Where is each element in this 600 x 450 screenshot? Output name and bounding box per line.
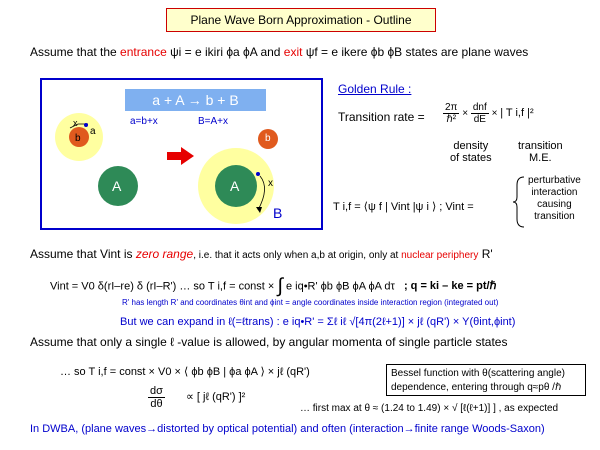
- exit-word: exit: [283, 45, 303, 59]
- nucleon-dot-right: [256, 172, 260, 176]
- perturbative-label: perturbative interaction causing transition: [528, 175, 581, 222]
- times-1: ×: [462, 108, 469, 120]
- zero-range-p3: R': [478, 247, 493, 261]
- so-t-line: … so T i,f = const × V0 × ⟨ ϕb ϕB | ϕa ϕA ⟩ × jℓ (qR'): [60, 366, 310, 378]
- dsigma-prop: ∝ [ jℓ (qR') ]²: [185, 391, 246, 404]
- nuclear-periphery-word: nuclear periphery: [401, 250, 479, 261]
- line1-part1: Assume that the: [30, 45, 121, 59]
- dn-num: dnf: [472, 102, 487, 113]
- dn-den: dE: [473, 114, 486, 125]
- label-b-left: b: [75, 133, 81, 144]
- line1-part3: ψf = e ikere ϕb ϕB states are plane waves: [302, 45, 529, 59]
- transition-me-label: transition M.E.: [518, 140, 563, 164]
- coef-den: ℏ²: [446, 114, 457, 125]
- transition-rate-formula: [443, 102, 534, 125]
- reaction-equation: a + A → b + B: [125, 89, 266, 111]
- brace-icon: [512, 175, 526, 229]
- reaction-arrow-head: [181, 147, 194, 165]
- zero-range-p2: , i.e. that it acts only when a,b at origin, only at: [193, 250, 402, 261]
- entrance-exit-line: [30, 45, 528, 59]
- dsigma-line: [148, 385, 245, 410]
- tif-definition: T i,f = ⟨ψ f | Vint |ψ i ⟩ ; Vint =: [333, 201, 474, 213]
- coef-num: 2π: [445, 102, 458, 113]
- zero-range-word: zero range: [135, 247, 194, 261]
- matrix-element: | T i,f |²: [500, 107, 534, 120]
- label-A-right: A: [230, 178, 240, 194]
- zero-range-p1: Assume that Vint is: [30, 247, 136, 261]
- transition-rate-label: Transition rate =: [338, 110, 425, 124]
- entrance-word: entrance: [120, 45, 167, 59]
- vint-equation: [50, 275, 497, 298]
- first-max-line: … first max at θ ≈ (1.24 to 1.49) × √ [ℓ(ℓ+1)] ] , as expected: [300, 403, 559, 414]
- nucleon-dot-left: [84, 123, 88, 127]
- single-l-line: Assume that only a single ℓ -value is allowed, by angular momenta of single particle states: [30, 335, 508, 349]
- golden-rule-heading: Golden Rule :: [338, 82, 412, 96]
- vint-left: Vint = V0 δ(rI–re) δ (rI–R') … so T i,f = const ×: [50, 280, 275, 293]
- reaction-arrow-body: [167, 152, 181, 160]
- label-b-right: b: [265, 133, 271, 144]
- eq-a: a=b+x: [130, 116, 158, 127]
- expand-line: But we can expand in ℓ(=ℓtrans) : e iq•R' = Σℓ iℓ √[4π(2ℓ+1)] × jℓ (qR') × Y(θint,ϕint): [120, 316, 516, 328]
- zero-range-line: [30, 247, 493, 261]
- dsigma-num: dσ: [150, 385, 163, 397]
- page-title: Plane Wave Born Approximation - Outline: [166, 8, 436, 32]
- dwba-line: In DWBA, (plane waves→distorted by optical potential) and often (interaction→finite range Woods-Saxon): [30, 423, 545, 435]
- label-B: B: [273, 205, 283, 221]
- label-x-right: x: [268, 178, 273, 189]
- r-prime-note: R' has length R' and coordinates θint and ϕint = angle coordinates inside interaction region (integrated out): [122, 298, 499, 307]
- line1-part2: ψi = e ikiri ϕa ϕA and: [166, 45, 284, 59]
- label-a-left: a: [90, 126, 96, 137]
- bessel-callout-box: Bessel function with θ(scattering angle) dependence, entering through q≈pθ /ℏ: [386, 364, 586, 396]
- integral-sign: ∫: [277, 275, 283, 297]
- density-of-states-label: density of states: [450, 140, 492, 164]
- times-2: ×: [491, 108, 498, 120]
- eq-B: B=A+x: [198, 116, 229, 127]
- vint-right: e iq•R' ϕb ϕB ϕA ϕA dτ: [285, 280, 395, 293]
- q-definition: ; q = ki – ke = pt/ℏ: [403, 280, 497, 293]
- dsigma-den: dθ: [150, 398, 163, 410]
- label-x-left: x: [73, 118, 78, 128]
- label-A-left: A: [112, 178, 122, 194]
